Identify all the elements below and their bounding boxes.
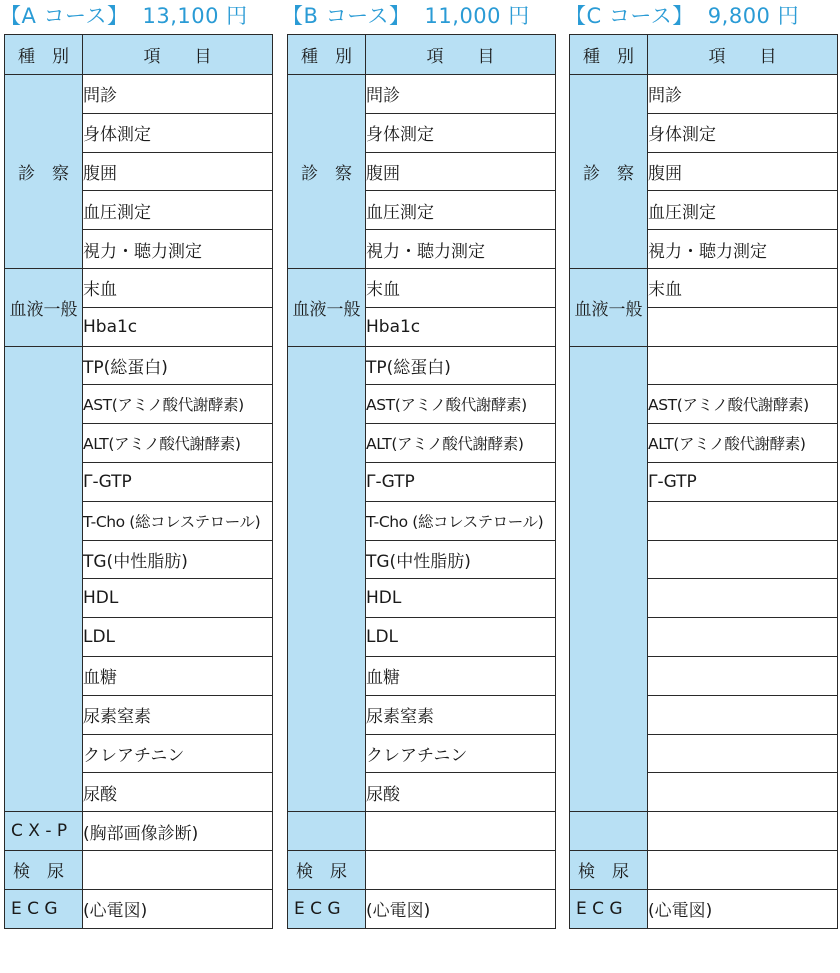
chemistry-item: 尿酸 bbox=[83, 773, 273, 812]
urine-item bbox=[648, 850, 838, 889]
chemistry-item: TG(中性脂肪) bbox=[366, 540, 556, 579]
cxp-item bbox=[648, 812, 838, 851]
course-c-label: 【C コース】 bbox=[565, 4, 694, 28]
table-row bbox=[288, 812, 556, 851]
category-urine: 検 尿 bbox=[570, 850, 648, 889]
category-ecg: E C G bbox=[5, 889, 83, 928]
exam-item: 問診 bbox=[648, 75, 838, 114]
chemistry-item: AST(アミノ酸代謝酵素) bbox=[648, 385, 838, 424]
exam-item: 問診 bbox=[83, 75, 273, 114]
cxp-item bbox=[366, 812, 556, 851]
course-b-label: 【B コース】 bbox=[282, 4, 411, 28]
chemistry-item bbox=[648, 540, 838, 579]
chemistry-item: ALT(アミノ酸代謝酵素) bbox=[83, 424, 273, 463]
category-cxp: C X - P bbox=[5, 812, 83, 851]
chemistry-item: ALT(アミノ酸代謝酵素) bbox=[648, 424, 838, 463]
chemistry-item: TG(中性脂肪) bbox=[83, 540, 273, 579]
kind-header: 種 別 bbox=[5, 35, 83, 75]
category-cxp bbox=[288, 812, 366, 851]
category-chemistry bbox=[570, 346, 648, 812]
cxp-item: (胸部画像診断) bbox=[83, 812, 273, 851]
table-row bbox=[288, 850, 556, 889]
blood-item bbox=[648, 307, 838, 346]
chemistry-item: 尿素窒素 bbox=[83, 695, 273, 734]
chemistry-item: 尿酸 bbox=[366, 773, 556, 812]
chemistry-item: TP(総蛋白) bbox=[366, 346, 556, 385]
chemistry-item bbox=[648, 773, 838, 812]
chemistry-item bbox=[648, 734, 838, 773]
table-row bbox=[5, 812, 273, 851]
course-a-table bbox=[4, 34, 273, 929]
chemistry-item bbox=[648, 346, 838, 385]
item-header: 項 目 bbox=[366, 35, 556, 75]
chemistry-item: クレアチニン bbox=[83, 734, 273, 773]
chemistry-item: AST(アミノ酸代謝酵素) bbox=[83, 385, 273, 424]
blood-item: 末血 bbox=[648, 268, 838, 307]
exam-item: 視力・聴力測定 bbox=[83, 230, 273, 269]
kind-header: 種 別 bbox=[288, 35, 366, 75]
category-chemistry bbox=[5, 346, 83, 812]
category-exam: 診 察 bbox=[5, 75, 83, 269]
table-row bbox=[288, 75, 556, 114]
chemistry-item: T-Cho (総コレステロール) bbox=[83, 501, 273, 540]
exam-item: 血圧測定 bbox=[83, 191, 273, 230]
course-a-title bbox=[0, 2, 248, 30]
course-a-label: 【A コース】 bbox=[0, 4, 129, 28]
category-exam: 診 察 bbox=[570, 75, 648, 269]
exam-item: 血圧測定 bbox=[366, 191, 556, 230]
course-c-price: 9,800 円 bbox=[707, 4, 800, 28]
table-row bbox=[570, 346, 838, 385]
blood-item: Hba1c bbox=[83, 307, 273, 346]
chemistry-item: ALT(アミノ酸代謝酵素) bbox=[366, 424, 556, 463]
chemistry-item: クレアチニン bbox=[366, 734, 556, 773]
table-row bbox=[5, 889, 273, 928]
header-row bbox=[5, 35, 273, 75]
category-blood: 血液一般 bbox=[288, 268, 366, 346]
course-b-title bbox=[282, 2, 530, 30]
chemistry-item: LDL bbox=[83, 618, 273, 657]
exam-item: 身体測定 bbox=[366, 113, 556, 152]
table-row bbox=[570, 75, 838, 114]
ecg-item: (心電図) bbox=[366, 889, 556, 928]
table-row bbox=[5, 268, 273, 307]
kind-header: 種 別 bbox=[570, 35, 648, 75]
chemistry-item: T-Cho (総コレステロール) bbox=[366, 501, 556, 540]
item-header: 項 目 bbox=[83, 35, 273, 75]
table-row bbox=[570, 850, 838, 889]
table-row bbox=[288, 889, 556, 928]
table-row bbox=[570, 812, 838, 851]
chemistry-item: HDL bbox=[83, 579, 273, 618]
chemistry-item: Γ-GTP bbox=[83, 462, 273, 501]
exam-item: 腹囲 bbox=[83, 152, 273, 191]
item-header: 項 目 bbox=[648, 35, 838, 75]
chemistry-item: LDL bbox=[366, 618, 556, 657]
ecg-item: (心電図) bbox=[83, 889, 273, 928]
table-row bbox=[570, 889, 838, 928]
chemistry-item bbox=[648, 618, 838, 657]
category-urine: 検 尿 bbox=[5, 850, 83, 889]
category-cxp bbox=[570, 812, 648, 851]
chemistry-item bbox=[648, 695, 838, 734]
category-exam: 診 察 bbox=[288, 75, 366, 269]
course-c-title bbox=[565, 2, 799, 30]
table-row bbox=[288, 268, 556, 307]
blood-item: Hba1c bbox=[366, 307, 556, 346]
chemistry-item bbox=[648, 656, 838, 695]
course-b-table bbox=[287, 34, 556, 929]
category-blood: 血液一般 bbox=[570, 268, 648, 346]
header-row bbox=[288, 35, 556, 75]
chemistry-item: Γ-GTP bbox=[648, 462, 838, 501]
chemistry-item: 血糖 bbox=[366, 656, 556, 695]
category-chemistry bbox=[288, 346, 366, 812]
table-row bbox=[5, 850, 273, 889]
exam-item: 腹囲 bbox=[648, 152, 838, 191]
urine-item bbox=[83, 850, 273, 889]
course-c-table bbox=[569, 34, 838, 929]
exam-item: 身体測定 bbox=[83, 113, 273, 152]
header-row bbox=[570, 35, 838, 75]
chemistry-item: 尿素窒素 bbox=[366, 695, 556, 734]
blood-item: 末血 bbox=[83, 268, 273, 307]
table-row bbox=[5, 75, 273, 114]
chemistry-item: Γ-GTP bbox=[366, 462, 556, 501]
table-row bbox=[570, 268, 838, 307]
exam-item: 視力・聴力測定 bbox=[648, 230, 838, 269]
exam-item: 血圧測定 bbox=[648, 191, 838, 230]
chemistry-item bbox=[648, 501, 838, 540]
exam-item: 視力・聴力測定 bbox=[366, 230, 556, 269]
category-blood: 血液一般 bbox=[5, 268, 83, 346]
exam-item: 身体測定 bbox=[648, 113, 838, 152]
table-row bbox=[5, 346, 273, 385]
exam-item: 問診 bbox=[366, 75, 556, 114]
chemistry-item: 血糖 bbox=[83, 656, 273, 695]
exam-item: 腹囲 bbox=[366, 152, 556, 191]
chemistry-item: AST(アミノ酸代謝酵素) bbox=[366, 385, 556, 424]
table-row bbox=[288, 346, 556, 385]
category-ecg: E C G bbox=[288, 889, 366, 928]
blood-item: 末血 bbox=[366, 268, 556, 307]
course-b-price: 11,000 円 bbox=[424, 4, 530, 28]
chemistry-item bbox=[648, 579, 838, 618]
category-ecg: E C G bbox=[570, 889, 648, 928]
course-a-price: 13,100 円 bbox=[142, 4, 248, 28]
urine-item bbox=[366, 850, 556, 889]
category-urine: 検 尿 bbox=[288, 850, 366, 889]
chemistry-item: TP(総蛋白) bbox=[83, 346, 273, 385]
chemistry-item: HDL bbox=[366, 579, 556, 618]
ecg-item: (心電図) bbox=[648, 889, 838, 928]
